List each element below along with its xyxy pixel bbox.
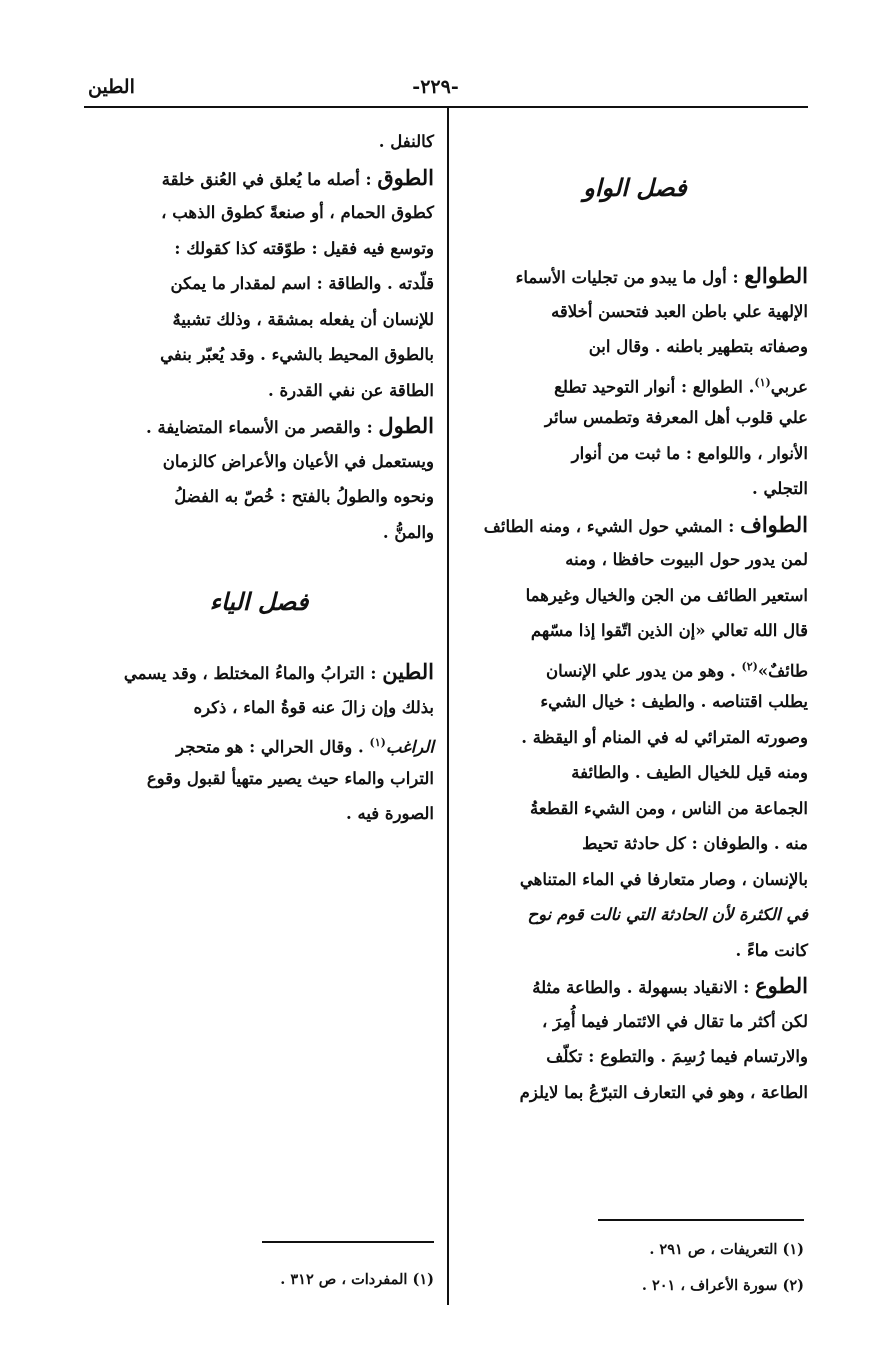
header-rule [84, 106, 808, 108]
entry-text: التجلي . [752, 479, 808, 498]
running-head-word: الطين [88, 76, 135, 98]
footnote-rule [598, 1219, 804, 1221]
entry-text: : أول ما يبدو من تجليات الأسماء [515, 268, 745, 287]
entry-text: الإلهية علي باطن العبد فتحسن أخلاقه [551, 301, 808, 321]
left-column [84, 124, 434, 832]
entry-tawaf [462, 507, 808, 969]
section-title-ya: فصل الياء [209, 587, 309, 616]
entry-tul [84, 408, 434, 550]
entry-text: لكن أكثر ما تقال في الائتمار فيما أُمِرَ ، [541, 1011, 808, 1031]
footnote-ref: (١) [369, 736, 386, 749]
column-divider [447, 108, 449, 1305]
footnote-ref: (١) [754, 375, 771, 389]
entry-text: والمنُّ . [382, 522, 434, 542]
entry-text: لمن يدور حول البيوت حافظا ، ومنه [565, 550, 808, 569]
entry-text: الراغب [385, 737, 434, 757]
entry-text: الأنوار ، واللوامع : ما ثبت من أنوار [571, 443, 808, 463]
entry-term: الطوع [755, 973, 808, 998]
entry-text: : الانقياد بسهولة . والطاعة مثلهُ [532, 978, 756, 997]
entry-text: علي قلوب أهل المعرفة وتطمس سائر [544, 408, 808, 427]
right-column [462, 170, 808, 1110]
entry-text: . وقال الحرالي : هو متحجر [176, 737, 370, 757]
footnote-rule [262, 1241, 434, 1243]
entry-text: وصفاته بتطهير باطنه . وقال ابن [588, 337, 808, 356]
footnote: (١) التعريفات ، ص ٢٩١ . [649, 1241, 804, 1258]
entry-text: الطاعة ، وهو في التعارف التبرّعُ بما لايلزم [519, 1082, 808, 1102]
entry-text: والارتسام فيما رُسِمَ . والتطوع : تكلّف [546, 1047, 808, 1066]
entry-text: : أصله ما يُعلق في العُنق خلقة [161, 169, 378, 189]
entry-text: قال الله تعالي «إن الذين اتّقوا إذا مسّهم [530, 621, 808, 640]
entry-tin [84, 654, 434, 832]
entry-text: يطلب اقتناصه . والطيف : خيال الشيء [540, 692, 808, 711]
entry-text: عربي [770, 377, 808, 396]
footnote-ref: (٢) [741, 659, 758, 673]
entry-text: للإنسان أن يفعله بمشقة ، وذلك تشبيهٌ [172, 309, 434, 329]
entry-text: وصورته المترائي له في المنام أو اليقظة . [521, 727, 808, 747]
entry-term: الطين [382, 659, 434, 684]
entry-tawq [84, 160, 434, 409]
entry-text: الصورة فيه . [345, 804, 434, 823]
entry-text: كطوق الحمام ، أو صنعةً كطوق الذهب ، [161, 203, 434, 222]
entry-tawali [462, 258, 808, 507]
entry-text: كالنفل . [378, 132, 434, 151]
entry-text: في الكثرة لأن الحادثة التي نالت قوم نوح [527, 905, 808, 924]
entry-text: طائفٌ» [757, 661, 808, 680]
entry-text: بذلك وإن زالَ عنه قوةُ الماء ، ذكره [193, 697, 434, 717]
entry-text: بالطوق المحيط بالشيء . وقد يُعبّر بنفي [160, 345, 434, 364]
entry-text: كانت ماءً . [735, 940, 808, 960]
entry-text: ومنه قيل للخيال الطيف . والطائفة [571, 763, 808, 782]
entry-text: قلّدته . والطاقة : اسم لمقدار ما يمكن [170, 274, 434, 293]
entry-text: بالإنسان ، وصار متعارفا في الماء المتناهي [519, 869, 808, 889]
entry-term: الطول [378, 413, 434, 438]
entry-text: : والقصر من الأسماء المتضايفة . [145, 418, 379, 437]
entry-term: الطوق [377, 164, 434, 190]
entry-text: التراب والماء حيث يصير متهيأ لقبول وقوع [146, 768, 434, 788]
section-title-waw: فصل الواو [583, 173, 687, 202]
footnote: (٢) سورة الأعراف ، ٢٠١ . [641, 1277, 804, 1294]
entry-term: الطوالع [744, 263, 808, 288]
entry-text: : المشي حول الشيء ، ومنه الطائف [483, 516, 741, 536]
entry-term: الطواف [740, 511, 808, 537]
entry-taw [462, 968, 808, 1110]
entry-text: الجماعة من الناس ، ومن الشيء القطعةُ [530, 798, 808, 818]
page-number: -٢٢٩- [412, 76, 459, 98]
entry-text: استعير الطائف من الجن والخيال وغيرهما [525, 585, 808, 605]
entry-text: ونحوه والطولُ بالفتح : خُصّ به الفضلُ [174, 487, 434, 506]
entry-text: وتوسع فيه فقيل : طوّقته كذا كقولك : [174, 238, 434, 258]
entry-text: منه . والطوفان : كل حادثة تحيط [582, 834, 808, 853]
entry-text: . الطوالع : أنوار التوحيد تطلع [554, 377, 755, 396]
entry-text: الطاقة عن نفي القدرة . [268, 380, 434, 400]
footnote: (١) المفردات ، ص ٣١٢ . [280, 1271, 434, 1288]
entry-text: ويستعمل في الأعيان والأعراض كالزمان [162, 451, 434, 471]
entry-text: : الترابُ والماءُ المختلط ، وقد يسمي [123, 664, 383, 683]
entry-text: . وهو من يدور علي الإنسان [545, 661, 742, 680]
